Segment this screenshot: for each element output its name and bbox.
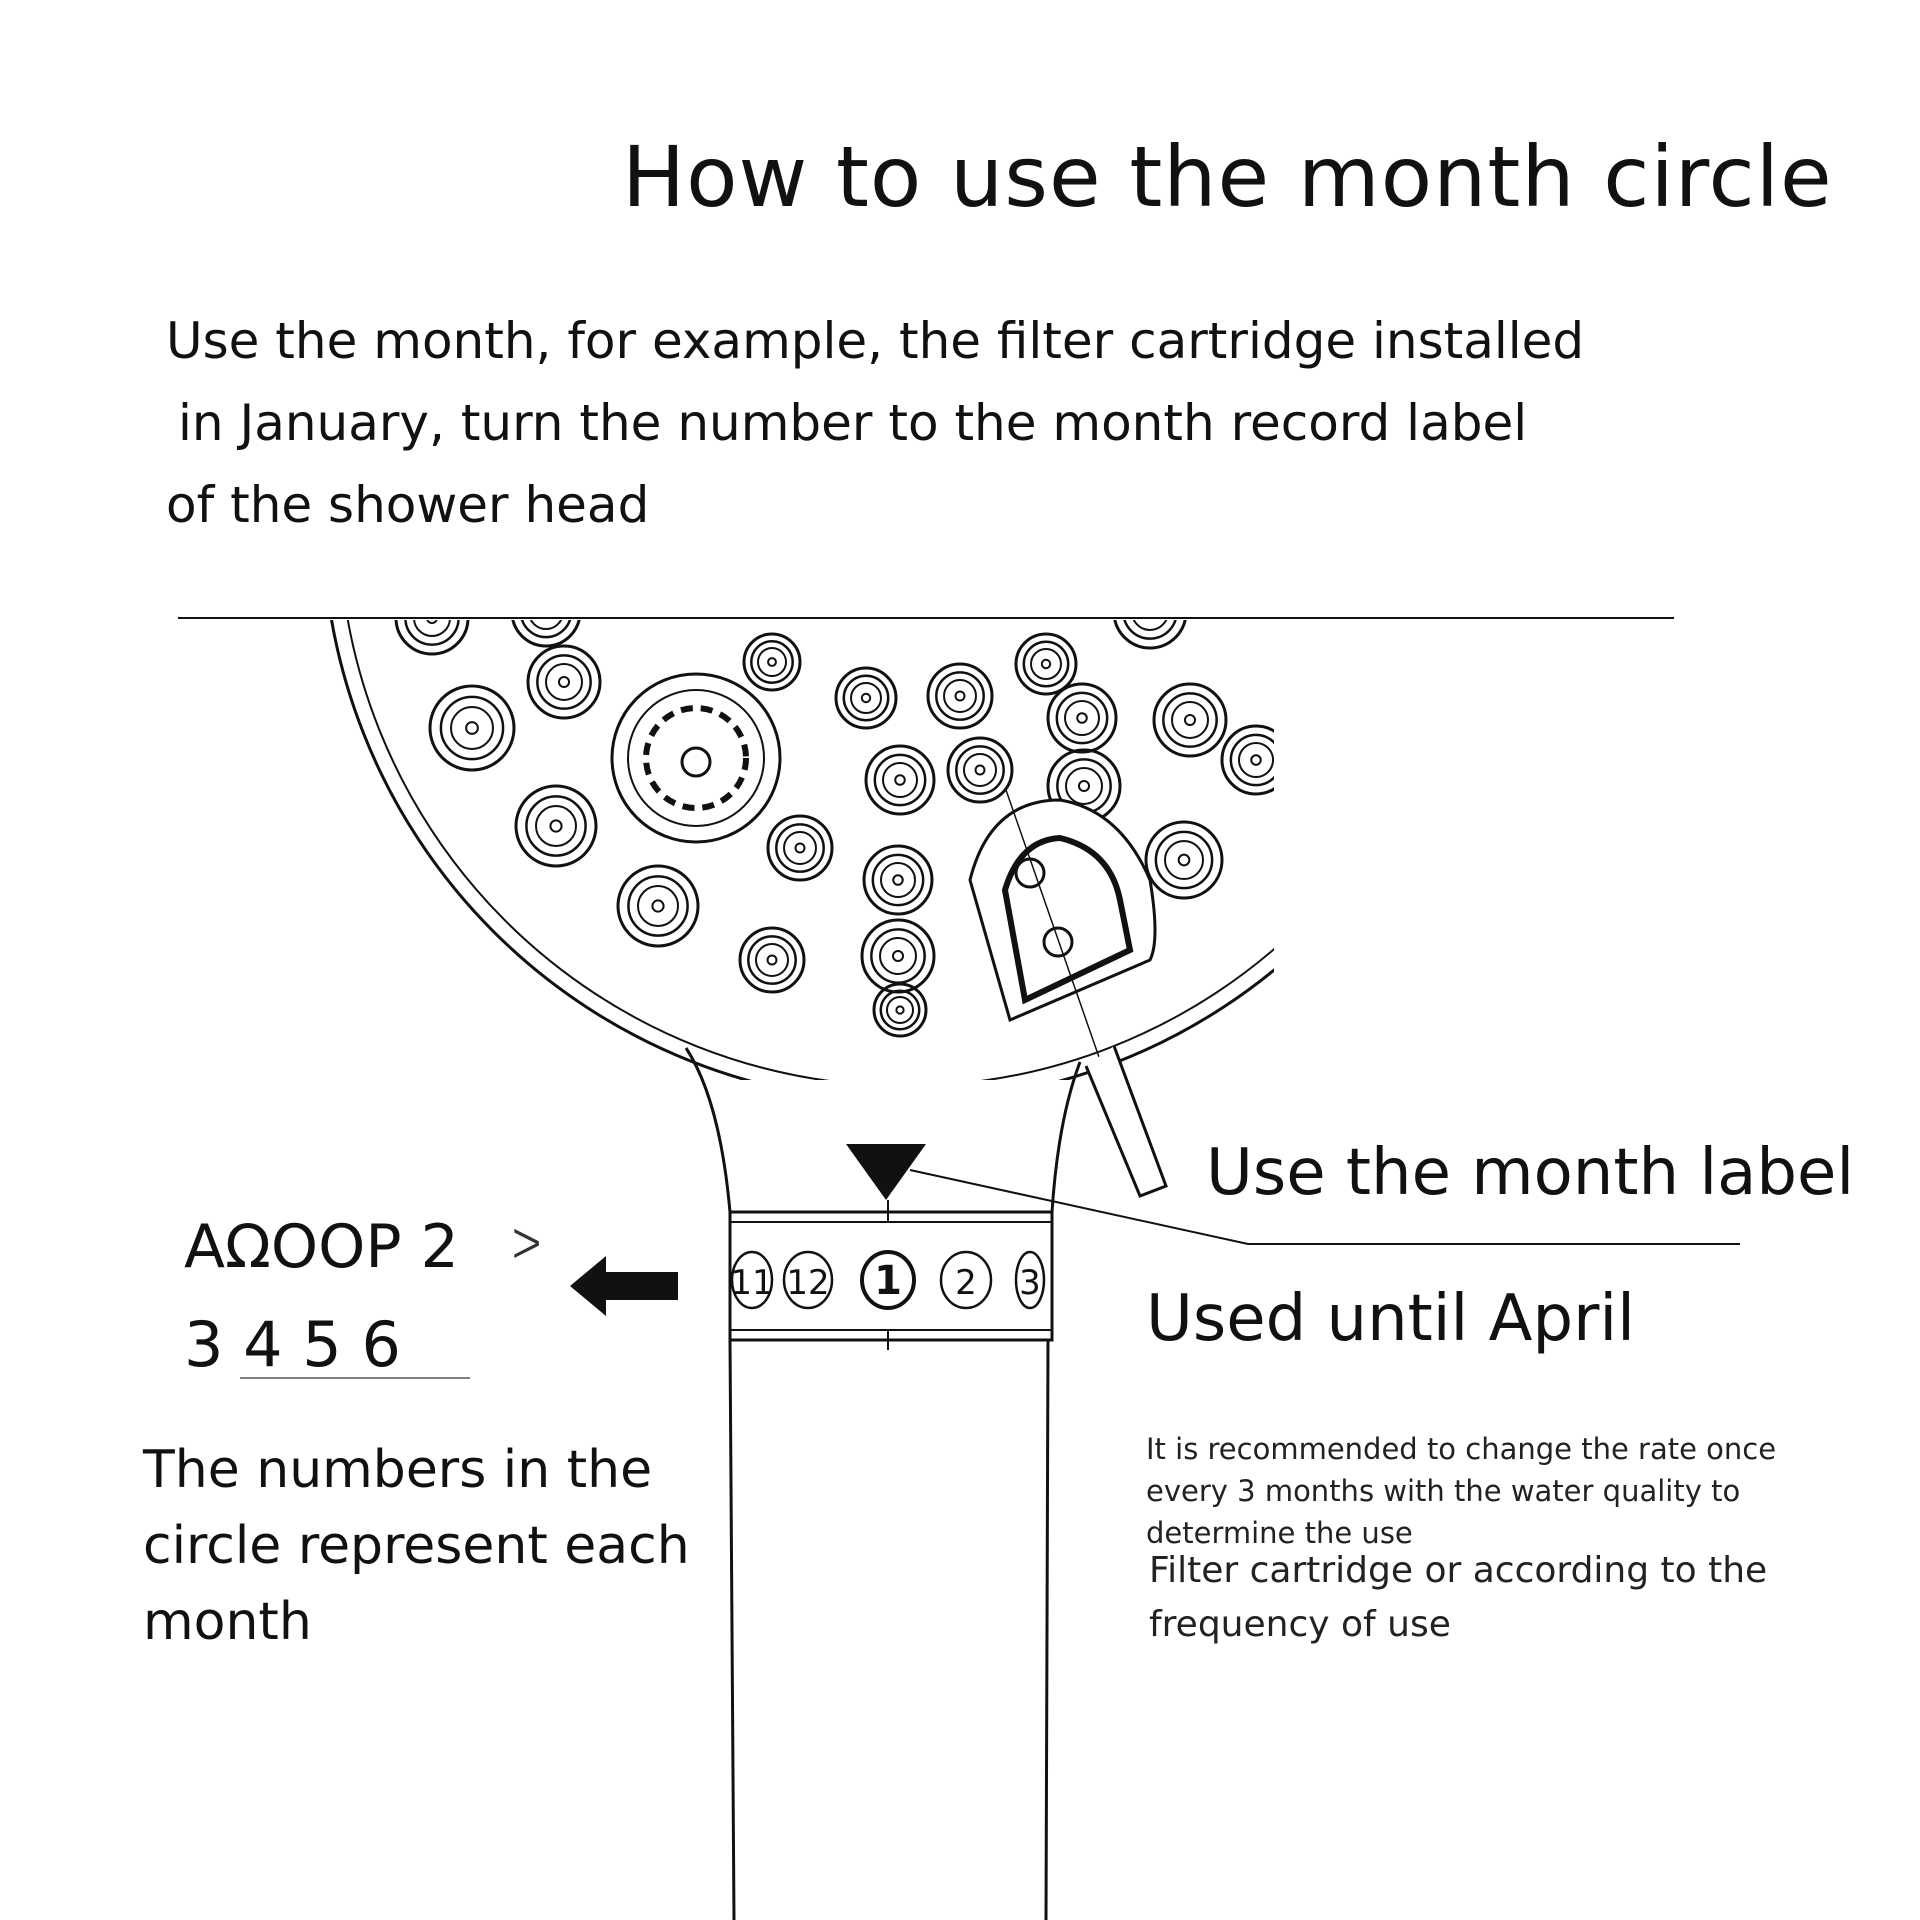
month-sequence-line-2: 3 4 5 6 (184, 1308, 401, 1381)
intro-line-3: of the shower head (166, 476, 650, 534)
month-number-label: 1 (874, 1258, 902, 1304)
month-number-label: 3 (1019, 1263, 1041, 1303)
intro-line-2: in January, turn the number to the month record label (178, 394, 1528, 452)
filter-note-line-1: Filter cartridge or according to the (1149, 1550, 1768, 1591)
left-arrow-icon (570, 1256, 678, 1316)
page-title: How to use the month circle (622, 128, 1833, 226)
filter-note-line-2: frequency of use (1149, 1604, 1451, 1645)
used-until-caption: Used until April (1146, 1282, 1635, 1356)
pointer-triangle-icon (846, 1144, 926, 1200)
month-number-label: 12 (786, 1263, 830, 1303)
circle-caption-line-1: The numbers in the (143, 1440, 653, 1500)
note-line-1: It is recommended to change the rate once (1146, 1432, 1777, 1466)
month-number-label: 2 (955, 1263, 977, 1303)
note-line-3: determine the use (1146, 1516, 1413, 1550)
note-line-2: every 3 months with the water quality to (1146, 1474, 1741, 1508)
month-label-caption: Use the month label (1206, 1136, 1855, 1210)
month-sequence-line-1: AΩOOP 2 (184, 1212, 459, 1282)
month-number-label: 11 (730, 1263, 774, 1303)
circle-caption-line-2: circle represent each (143, 1516, 690, 1576)
month-sequence-mark: ᐳ (512, 1222, 542, 1268)
month-ring (730, 1200, 1052, 1350)
handle-shaft (730, 1340, 1048, 1920)
intro-line-1: Use the month, for example, the filter cartridge installed (166, 312, 1585, 370)
circle-caption-line-3: month (143, 1592, 312, 1652)
